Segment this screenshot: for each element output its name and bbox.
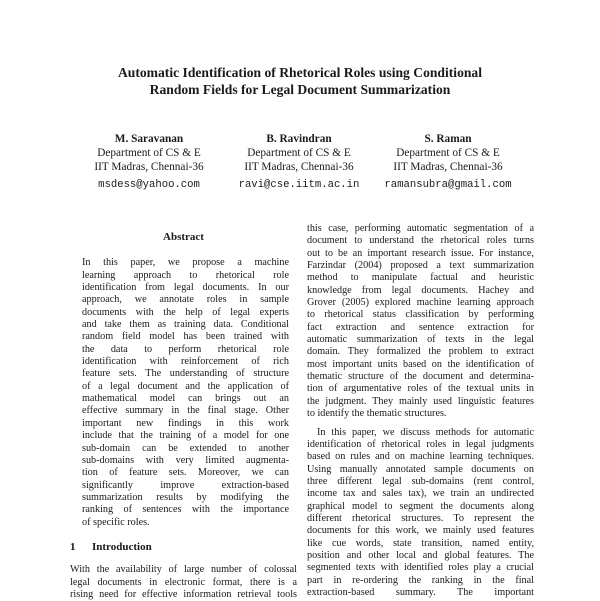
author-institution: IIT Madras, Chennai-36 [94,161,204,173]
text-line: identification with reinforcement of rich [82,356,289,368]
text-line: documents with the help of legal experts [82,306,289,318]
text-line: tion of feature sets. Moreover, we can [82,467,289,479]
text-line: and take them as training data. Conditional [82,319,289,331]
text-line: sub-domain can be extended to another [82,442,289,454]
text-line: documents for this work, we mainly used features [307,525,534,537]
text-line: based on rules and on machine learning techniques. [307,451,534,463]
text-line: Using manually annotated sample documents on [307,463,534,475]
title-line-1: Automatic Identification of Rhetorical Roles using Conditional [117,65,482,80]
paper-title [60,64,540,98]
section-title: Introduction [92,540,152,553]
text-line: extraction-based summary. The important [307,586,534,598]
text-line: of a legal document and the application of [82,380,289,392]
text-line: ranking of sentences with the importance [82,504,289,516]
text-line: rising need for effective information retrieval tools [70,588,297,600]
author-name: S. Raman [424,133,472,145]
text-line: include that the training of a model for one [82,430,289,442]
text-line: the judgment. They mainly used linguistic features [307,395,534,407]
author-institution: IIT Madras, Chennai-36 [244,161,354,173]
text-line: feature sets. The understanding of structure [82,368,289,380]
text-line: important new findings in this work [82,417,289,429]
right-column [307,223,534,599]
author-name: M. Saravanan [114,133,184,145]
author-name: B. Ravindran [266,133,332,145]
text-line: method to manipulate factual and heuristic [307,272,534,284]
text-line: income tax and sales tax), we train an undirected [307,488,534,500]
text-line: of specific roles. [82,516,150,528]
author-block [64,132,234,192]
text-line: identification from legal documents. In our [82,282,289,294]
text-line: In this paper, we discuss methods for automatic [317,426,534,438]
author-email: ramansubra@gmail.com [384,179,512,191]
text-line: Grover (2005) explored machine learning approach [307,297,534,309]
author-institution: IIT Madras, Chennai-36 [393,161,503,173]
text-line: the data to perform rhetorical role [82,343,289,355]
text-line: domain. They formalized the problem to extract [307,346,534,358]
abstract-body [70,257,297,529]
section-heading-introduction [70,541,297,553]
author-email: ravi@cse.iitm.ac.in [238,179,360,191]
text-line: out to be an important research issue. For instance, [307,247,534,259]
text-line: random field model has been trained with [82,331,289,343]
author-department: Department of CS & E [97,147,201,159]
text-line: sub-domains with very limited augmenta- [82,454,289,466]
author-email: msdess@yahoo.com [98,179,200,191]
text-line: different rhetorical structures. To represent the [307,512,534,524]
title-line-2: Random Fields for Legal Document Summarization [149,82,451,97]
text-line: this case, performing automatic segmentation of a [307,223,534,234]
text-line: legal documents in electronic format, there is a [70,576,297,588]
text-line: identification of rhetorical roles in legal judgments [307,438,534,450]
text-line: most important units based on the identification of [307,358,534,370]
text-line: fact extraction and sentence extraction for [307,321,534,333]
text-line: graphical model to segment the documents along [307,500,534,512]
text-line: approach, we annotate roles in sample [82,294,289,306]
text-line: Farzindar (2004) proposed a text summarization [307,260,534,272]
text-line: learning approach to rhetorical role [82,269,289,281]
text-line: tion of argumentative roles of the textual units in [307,383,534,395]
text-line: effective summary in the final stage. Other [82,405,289,417]
text-line: position and other local and global features. The [307,549,534,561]
author-block [363,132,533,192]
text-line: like cue words, state transition, named entity, [307,537,534,549]
text-line: three different legal sub-domains (rent control, [307,475,534,487]
text-line: to identify the thematic structures. [307,408,447,420]
text-line: part in re-ordering the ranking in the final [307,574,534,586]
author-block [214,132,384,192]
text-line: With the availability of large number of colossal [70,564,297,576]
text-line: mathematical model can brings out an [82,393,289,405]
author-department: Department of CS & E [396,147,500,159]
introduction-body [70,564,297,601]
text-line: automatic summarization of texts in the legal [307,334,534,346]
paragraph-related-work [307,223,534,421]
text-line: thematic structure of the document and determina- [307,371,534,383]
text-line: In this paper, we propose a machine [82,257,289,269]
text-line: segmented texts with identified roles play a crucial [307,562,534,574]
text-line: summarization results by modifying the [82,491,289,503]
author-department: Department of CS & E [247,147,351,159]
text-line: to rhetorical status classification by performing [307,309,534,321]
text-line: significantly improve extraction-based [82,479,289,491]
text-line: knowledge from legal documents. Hachey and [307,284,534,296]
text-line: document to understand the rhetorical roles turns [307,235,534,247]
left-column [70,216,297,601]
paragraph-our-approach [307,427,534,600]
abstract-heading: Abstract [163,231,204,243]
section-number: 1 [70,540,76,553]
